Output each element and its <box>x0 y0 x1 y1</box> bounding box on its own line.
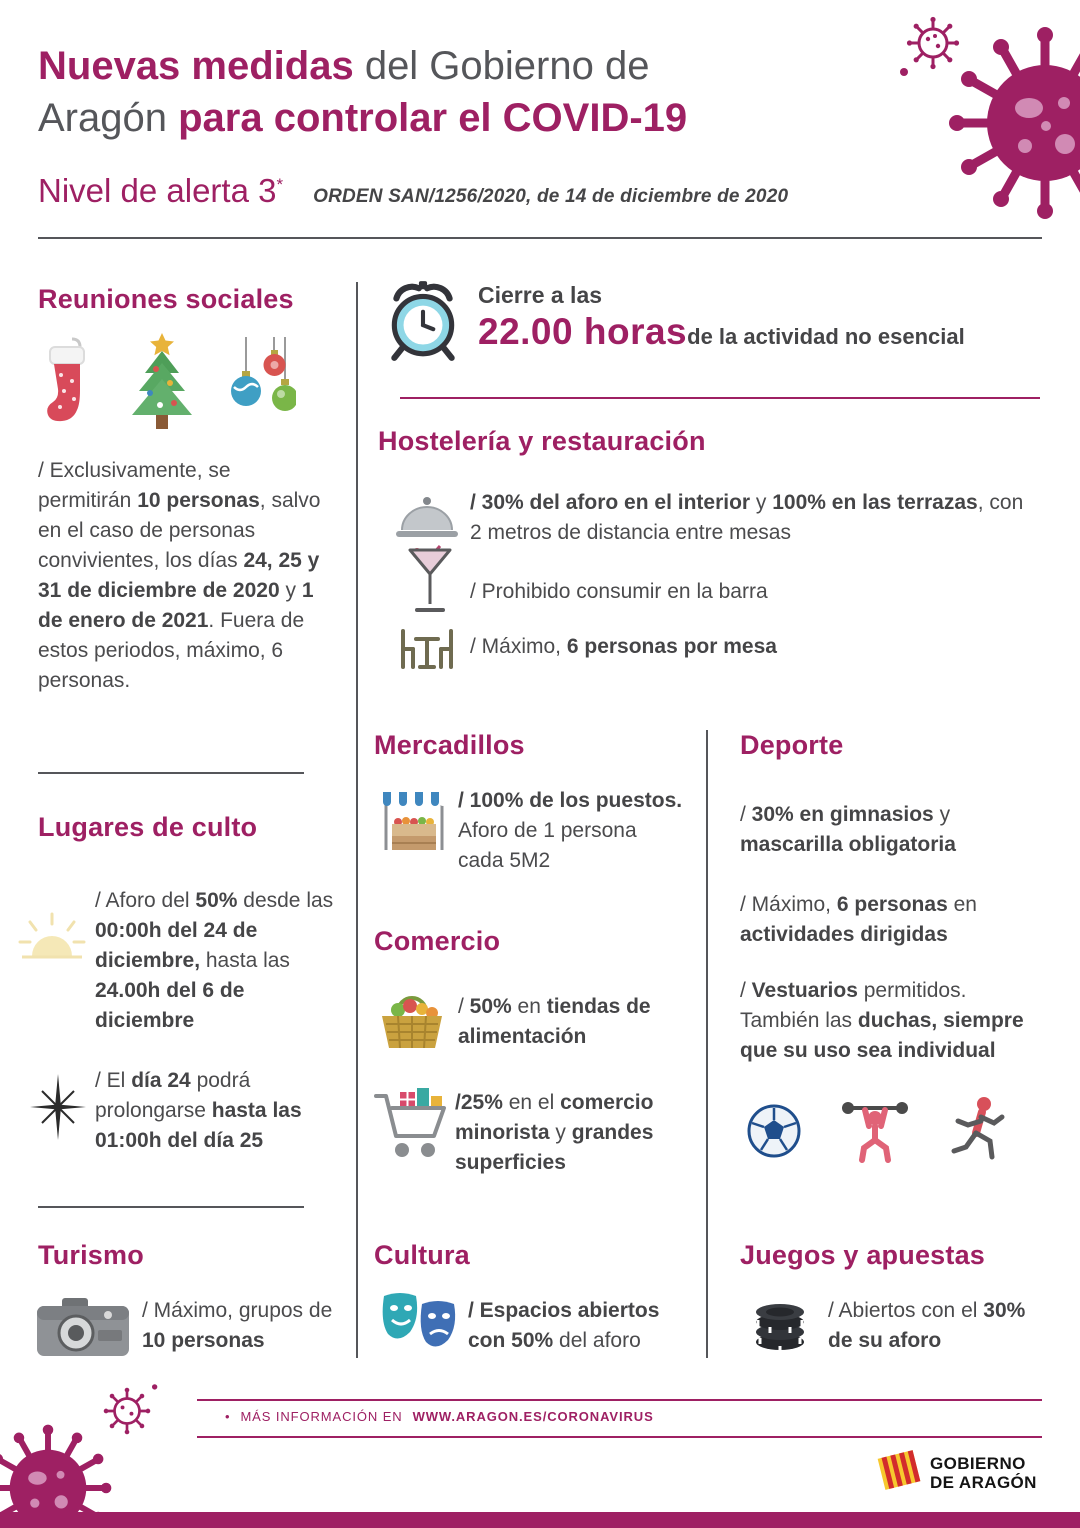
curfew-intro: Cierre a las <box>478 282 603 308</box>
christmas-stocking-icon <box>42 335 94 438</box>
deporte-item1-text <box>740 800 1032 860</box>
mercadillos-text <box>458 786 684 876</box>
title-accent-1: Nuevas medidas <box>38 44 354 88</box>
footer-info <box>225 1409 654 1424</box>
text-segment: 10 personas <box>137 489 260 512</box>
curfew-suffix: de la actividad no esencial <box>687 324 965 349</box>
alert-level <box>38 172 283 210</box>
text-segment: / Máximo, <box>470 635 567 658</box>
text-segment: hasta las <box>200 949 290 972</box>
text-segment: 50% <box>469 995 512 1018</box>
footer-info-url: WWW.ARAGON.ES/CORONAVIRUS <box>412 1409 654 1424</box>
text-segment: 6 personas <box>836 893 948 916</box>
text-segment: podrá prolongarse <box>95 1069 251 1122</box>
virus-outline-icon <box>896 6 970 80</box>
section-heading-cultura: Cultura <box>374 1240 470 1270</box>
culto-item2-text <box>95 1066 345 1156</box>
bottom-accent-bar <box>0 1512 1080 1528</box>
hosteleria-item3-text <box>470 632 890 662</box>
reuniones-text <box>38 456 324 696</box>
deporte-item3-text <box>740 976 1040 1066</box>
text-segment: 1 de enero de 2021 <box>38 579 314 632</box>
section-heading-deporte: Deporte <box>740 730 844 760</box>
text-segment: , salvo en el caso de personas convivientes, los días <box>38 489 321 572</box>
camera-icon <box>36 1294 130 1358</box>
cocktail-icon <box>406 544 454 616</box>
curfew-time: 22.00 horas <box>478 311 688 352</box>
hosteleria-item1-text <box>470 488 1036 548</box>
text-segment: 10 personas <box>142 1329 265 1352</box>
title-plain-1: del Gobierno de <box>353 44 650 88</box>
cultura-text <box>468 1296 684 1356</box>
text-segment: Aforo de 1 persona cada 5M2 <box>458 819 637 872</box>
comercio-item2-text <box>455 1088 695 1178</box>
text-segment: grandes superficies <box>455 1121 654 1174</box>
text-segment: / Máximo, <box>740 893 837 916</box>
text-segment: en <box>511 995 547 1018</box>
runner-icon <box>948 1095 1010 1172</box>
juegos-text <box>828 1296 1040 1356</box>
text-segment: / Aforo del <box>95 889 196 912</box>
bullet-icon: • <box>225 1409 231 1424</box>
text-segment: mascarilla obligatoria <box>740 833 956 856</box>
text-segment: / <box>740 979 752 1002</box>
text-segment: /25% <box>455 1091 503 1114</box>
text-segment: actividades dirigidas <box>740 923 948 946</box>
alert-row <box>38 172 788 210</box>
culto-item1-text <box>95 886 343 1036</box>
soccer-ball-icon <box>746 1103 802 1164</box>
section-heading-turismo: Turismo <box>38 1240 144 1270</box>
title-accent-2: para controlar el COVID-19 <box>178 96 688 140</box>
text-segment: y <box>933 803 951 826</box>
sport-icons <box>746 1096 1046 1170</box>
text-segment: 30% de su aforo <box>828 1299 1026 1352</box>
curfew-divider <box>400 397 1040 399</box>
text-segment: / <box>740 803 752 826</box>
left-divider-1 <box>38 772 304 774</box>
page-title <box>38 40 878 144</box>
food-basket-icon <box>376 986 448 1050</box>
text-segment: . Fuera de estos periodos, máximo, 6 personas. <box>38 609 305 692</box>
turismo-text <box>142 1296 334 1356</box>
text-segment: 100% en las terrazas <box>772 491 978 514</box>
christmas-baubles-icon <box>230 337 296 438</box>
dawn-sun-icon <box>16 912 88 960</box>
text-segment: 50% <box>195 889 238 912</box>
christmas-icons <box>42 334 302 438</box>
title-plain-2: Aragón <box>38 96 179 140</box>
gov-line1: GOBIERNO <box>930 1453 1026 1473</box>
footer-divider-top <box>197 1399 1042 1401</box>
footer-divider-bottom <box>197 1436 1042 1438</box>
text-segment: Vestuarios <box>751 979 858 1002</box>
text-segment: / Abiertos con el <box>828 1299 984 1322</box>
text-segment: / 100% de los puestos. <box>458 789 683 812</box>
text-segment: y <box>549 1121 572 1144</box>
text-segment: 6 personas por mesa <box>566 635 777 658</box>
section-heading-culto: Lugares de culto <box>38 812 258 842</box>
section-heading-juegos: Juegos y apuestas <box>740 1240 986 1270</box>
hosteleria-item2-text <box>470 577 890 607</box>
text-segment: del aforo <box>553 1329 641 1352</box>
text-segment: tiendas de alimentación <box>458 995 651 1048</box>
text-segment: / Espacios abiertos con 50% <box>468 1299 660 1352</box>
text-segment: desde las <box>237 889 334 912</box>
theater-masks-icon <box>380 1292 460 1352</box>
text-segment: , con 2 metros de distancia entre mesas <box>470 491 1024 544</box>
text-segment: / El <box>95 1069 132 1092</box>
weightlifter-icon <box>840 1096 910 1171</box>
text-segment: / Máximo, grupos de <box>142 1299 333 1322</box>
market-stall-icon <box>380 790 448 854</box>
comercio-item1-text <box>458 992 686 1052</box>
text-segment: / Prohibido consumir en la barra <box>470 580 768 603</box>
aragon-flag-icon <box>876 1446 922 1499</box>
gobierno-aragon-logo <box>876 1446 1037 1499</box>
poker-chips-icon <box>750 1292 814 1352</box>
virus-icon <box>0 1412 114 1528</box>
terrace-table-icon <box>394 626 460 670</box>
footer-info-prefix: MÁS INFORMACIÓN EN <box>240 1409 403 1424</box>
vertical-divider-1 <box>356 282 358 1358</box>
alert-asterisk: * <box>276 175 284 194</box>
curfew-line <box>478 311 965 353</box>
text-segment: / 30% del aforo en el interior <box>470 491 751 514</box>
text-segment: permitidos. También las <box>740 979 967 1032</box>
section-heading-comercio: Comercio <box>374 926 501 956</box>
gov-line2: DE ARAGÓN <box>930 1472 1037 1492</box>
alarm-clock-icon <box>380 278 466 364</box>
alert-level-text: Nivel de alerta 3 <box>38 172 277 209</box>
vertical-divider-2 <box>706 730 708 1358</box>
section-heading-hosteleria: Hostelería y restauración <box>378 426 706 456</box>
text-segment: y <box>279 579 302 602</box>
section-heading-mercadillos: Mercadillos <box>374 730 525 760</box>
text-segment: hasta las 01:00h del día 25 <box>95 1099 302 1152</box>
text-segment: y <box>750 491 773 514</box>
christmas-tree-icon <box>122 331 202 438</box>
gobierno-aragon-text <box>930 1454 1037 1492</box>
text-segment: en <box>947 893 977 916</box>
text-segment: / Exclusivamente, se permitirán <box>38 459 231 512</box>
food-tray-icon <box>394 492 460 542</box>
left-divider-2 <box>38 1206 304 1208</box>
star-sparkle-icon <box>28 1074 88 1140</box>
deporte-item2-text <box>740 890 1032 950</box>
text-segment: día 24 <box>131 1069 191 1092</box>
text-segment: 24.00h del 6 de diciembre <box>95 979 245 1032</box>
text-segment: 24, 25 y 31 de diciembre de 2020 <box>38 549 320 602</box>
text-segment: duchas, siempre que su uso sea individual <box>740 1009 1024 1062</box>
curfew-block <box>478 282 965 353</box>
text-segment: comercio minorista <box>455 1091 654 1144</box>
text-segment: / <box>458 995 470 1018</box>
text-segment: 30% en gimnasios <box>751 803 934 826</box>
text-segment: en el <box>502 1091 561 1114</box>
text-segment: 00:00h del 24 de diciembre, <box>95 919 258 972</box>
shopping-cart-icon <box>372 1084 454 1166</box>
header-divider <box>38 237 1042 239</box>
section-heading-reuniones: Reuniones sociales <box>38 284 294 314</box>
order-reference: ORDEN SAN/1256/2020, de 14 de diciembre de 2020 <box>313 186 789 207</box>
